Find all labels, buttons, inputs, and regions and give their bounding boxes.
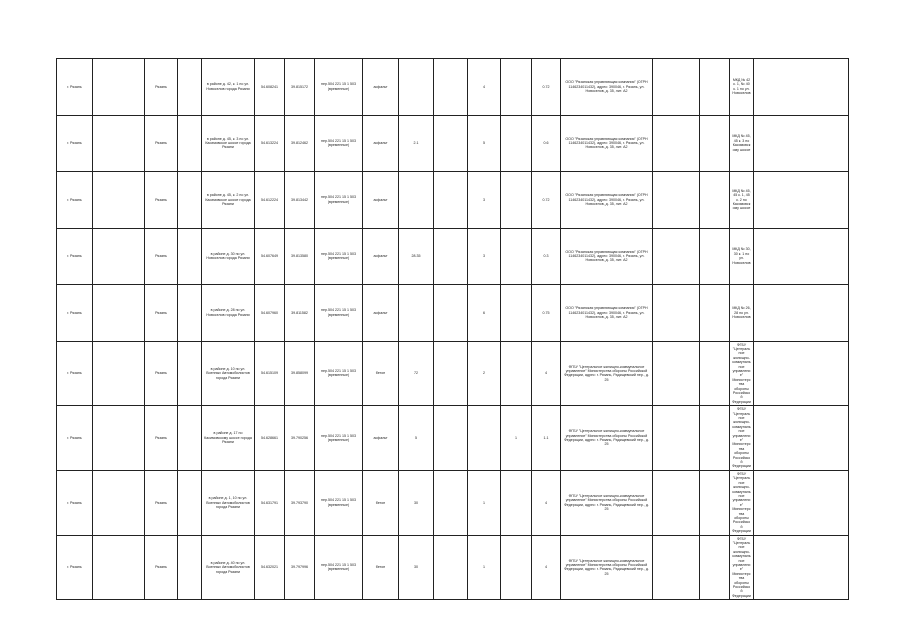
empty-cell <box>700 172 730 229</box>
empty-cell <box>93 406 145 471</box>
empty-cell <box>434 59 468 116</box>
address-cell: в районе д. 30 по ул. Новоселов города Рязани <box>202 228 255 285</box>
sources-cell: ФГБУ "Центральное жилищно-коммунальное управление" Министерства обороны Российской Федерации <box>730 406 754 471</box>
volume-cell: 0.3 <box>532 228 561 285</box>
owner-cell: ФГБУ "Центральное жилищно-коммунальное управление" Министерства обороны Российской Федерации, адрес: г. Рязань, Радищевский пер., д. 25 <box>561 406 653 471</box>
empty-cell <box>754 228 849 285</box>
containers-cell: 1 <box>468 470 501 535</box>
empty-cell <box>700 115 730 172</box>
area-cell <box>399 285 434 342</box>
locality-cell: г. Рязань <box>57 285 93 342</box>
empty-cell <box>93 285 145 342</box>
volume-cell: 4 <box>532 470 561 535</box>
empty-cell <box>434 285 468 342</box>
longitude-cell: 39.793790 <box>285 470 315 535</box>
longitude-cell: 39.813580 <box>285 228 315 285</box>
address-cell: в районе д. 40 по ул. Военных Автомобилистов города Рязани <box>202 535 255 600</box>
surface-cell: асфальт <box>363 172 399 229</box>
locality-cell: г. Рязань <box>57 172 93 229</box>
table-row <box>57 228 849 285</box>
locality-cell: г. Рязань <box>57 59 93 116</box>
locality-cell: г. Рязань <box>57 341 93 406</box>
empty-cell <box>178 285 202 342</box>
bins-cell: 1 <box>501 406 532 471</box>
area-code-cell: пер.504 221 15 1 503 (временные) <box>315 59 363 116</box>
address-cell: в районе д. 45, к. 3 по ул. Касимовское шоссе города Рязани <box>202 115 255 172</box>
locality-cell: г. Рязань <box>57 115 93 172</box>
table-row <box>57 59 849 116</box>
area-code-cell: пер.504 221 15 1 503 (временные) <box>315 470 363 535</box>
area-cell <box>399 59 434 116</box>
empty-cell <box>178 470 202 535</box>
volume-cell: 0.75 <box>532 285 561 342</box>
empty-cell <box>700 535 730 600</box>
address-cell: в районе д. 17 по Касимовскому шоссе города Рязани <box>202 406 255 471</box>
empty-cell <box>754 535 849 600</box>
area-code-cell: пер.504 221 15 1 503 (временные) <box>315 535 363 600</box>
empty-cell <box>178 172 202 229</box>
empty-cell <box>434 228 468 285</box>
area-cell: 30 <box>399 535 434 600</box>
empty-cell <box>653 172 700 229</box>
surface-cell: асфальт <box>363 59 399 116</box>
empty-cell <box>93 228 145 285</box>
municipality-cell: Рязань <box>145 535 178 600</box>
latitude-cell: 54.607960 <box>255 285 285 342</box>
sources-cell: МКД № 45, 45 к. 3 по Касимовскому шоссе <box>730 115 754 172</box>
address-cell: в районе д. 42, к. 1 по ул. Новоселов города Рязани <box>202 59 255 116</box>
area-cell <box>399 172 434 229</box>
table-row <box>57 172 849 229</box>
empty-cell <box>178 228 202 285</box>
surface-cell: асфальт <box>363 406 399 471</box>
bins-cell <box>501 59 532 116</box>
empty-cell <box>434 535 468 600</box>
volume-cell: 4 <box>532 341 561 406</box>
longitude-cell: 39.858099 <box>285 341 315 406</box>
empty-cell <box>178 406 202 471</box>
area-cell: 30 <box>399 470 434 535</box>
empty-cell <box>700 341 730 406</box>
municipality-cell: Рязань <box>145 470 178 535</box>
volume-cell: 4 <box>532 535 561 600</box>
municipality-cell: Рязань <box>145 341 178 406</box>
sources-cell: МКД № 26, 28 по ул. Новоселов <box>730 285 754 342</box>
municipality-cell: Рязань <box>145 59 178 116</box>
volume-cell: 1.1 <box>532 406 561 471</box>
latitude-cell: 54.632021 <box>255 535 285 600</box>
sources-cell: ФГБУ "Центральное жилищно-коммунальное управление" Министерства обороны Российской Федерации <box>730 535 754 600</box>
empty-cell <box>700 228 730 285</box>
latitude-cell: 54.628661 <box>255 406 285 471</box>
bins-cell <box>501 228 532 285</box>
empty-cell <box>434 172 468 229</box>
containers-cell: 6 <box>468 285 501 342</box>
empty-cell <box>178 341 202 406</box>
bins-cell <box>501 285 532 342</box>
longitude-cell: 39.812462 <box>285 115 315 172</box>
municipality-cell: Рязань <box>145 406 178 471</box>
address-cell: в районе д. 28 по ул. Новоселов города Рязани <box>202 285 255 342</box>
empty-cell <box>700 470 730 535</box>
containers-cell: 5 <box>468 115 501 172</box>
address-cell: в районе д. 1, 10 по ул. Военных Автомобилистов города Рязани <box>202 470 255 535</box>
owner-cell: ФГБУ "Центральное жилищно-коммунальное управление" Министерства обороны Российской Федерации, адрес: г. Рязань, Радищевский пер., д. 25 <box>561 341 653 406</box>
area-code-cell: пер.504 221 15 1 503 (временные) <box>315 285 363 342</box>
empty-cell <box>434 115 468 172</box>
latitude-cell: 54.613224 <box>255 115 285 172</box>
volume-cell: 0.72 <box>532 59 561 116</box>
empty-cell <box>754 115 849 172</box>
containers-cell: 1 <box>468 535 501 600</box>
empty-cell <box>700 285 730 342</box>
area-code-cell: пер.504 221 15 1 503 (временные) <box>315 172 363 229</box>
area-cell: 2.1 <box>399 115 434 172</box>
containers-cell: 3 <box>468 172 501 229</box>
empty-cell <box>700 59 730 116</box>
table-row <box>57 535 849 600</box>
empty-cell <box>653 115 700 172</box>
empty-cell <box>754 406 849 471</box>
area-code-cell: пер.504 221 15 1 503 (временные) <box>315 228 363 285</box>
municipality-cell: Рязань <box>145 285 178 342</box>
volume-cell: 0.6 <box>532 115 561 172</box>
bins-cell <box>501 470 532 535</box>
bins-cell <box>501 535 532 600</box>
sources-cell: МКД № 45, 45 к. 1, 45 к. 2 по Касимовскому шоссе <box>730 172 754 229</box>
containers-cell: 4 <box>468 59 501 116</box>
sources-cell: МКД № 30, 30 к. 1 по ул. Новоселов <box>730 228 754 285</box>
empty-cell <box>93 535 145 600</box>
longitude-cell: 39.811582 <box>285 285 315 342</box>
empty-cell <box>93 172 145 229</box>
empty-cell <box>754 470 849 535</box>
owner-cell: ООО "Рязанская управляющая компания" (ОГРН 1146234011432), адрес: 390046, г. Рязань, ул. Новоселов, д. 35, лит. А2 <box>561 285 653 342</box>
owner-cell: ООО "Рязанская управляющая компания" (ОГРН 1146234011432), адрес: 390046, г. Рязань, ул. Новоселов, д. 35, лит. А2 <box>561 228 653 285</box>
bins-cell <box>501 172 532 229</box>
locality-cell: г. Рязань <box>57 470 93 535</box>
area-cell: 72 <box>399 341 434 406</box>
owner-cell: ООО "Рязанская управляющая компания" (ОГРН 1146234011432), адрес: 390046, г. Рязань, ул. Новоселов, д. 35, лит. А2 <box>561 59 653 116</box>
table-row <box>57 285 849 342</box>
empty-cell <box>653 59 700 116</box>
containers-cell: 2 <box>468 341 501 406</box>
bins-cell <box>501 341 532 406</box>
table-row <box>57 341 849 406</box>
empty-cell <box>178 535 202 600</box>
sources-cell: ФГБУ "Центральное жилищно-коммунальное управление" Министерства обороны Российской Федерации <box>730 341 754 406</box>
empty-cell <box>754 172 849 229</box>
municipality-cell: Рязань <box>145 115 178 172</box>
owner-cell: ФГБУ "Центральное жилищно-коммунальное управление" Министерства обороны Российской Федерации, адрес: г. Рязань, Радищевский пер., д. 25 <box>561 535 653 600</box>
area-code-cell: пер.504 221 15 1 503 (временные) <box>315 406 363 471</box>
sources-cell: МКД № 42 к. 1, № 40 к. 1 по ул. Новоселов <box>730 59 754 116</box>
empty-cell <box>434 406 468 471</box>
latitude-cell: 54.608241 <box>255 59 285 116</box>
longitude-cell: 39.790256 <box>285 406 315 471</box>
longitude-cell: 39.797996 <box>285 535 315 600</box>
surface-cell: асфальт <box>363 115 399 172</box>
longitude-cell: 39.813442 <box>285 172 315 229</box>
empty-cell <box>653 228 700 285</box>
table-row <box>57 406 849 471</box>
municipality-cell: Рязань <box>145 172 178 229</box>
surface-cell: асфальт <box>363 228 399 285</box>
empty-cell <box>93 341 145 406</box>
empty-cell <box>653 535 700 600</box>
owner-cell: ООО "Рязанская управляющая компания" (ОГРН 1146234011432), адрес: 390046, г. Рязань, ул. Новоселов, д. 35, лит. А2 <box>561 172 653 229</box>
bins-cell <box>501 115 532 172</box>
latitude-cell: 54.607649 <box>255 228 285 285</box>
sources-cell: ФГБУ "Центральное жилищно-коммунальное управление" Министерства обороны Российской Федерации <box>730 470 754 535</box>
containers-cell <box>468 406 501 471</box>
locality-cell: г. Рязань <box>57 535 93 600</box>
area-cell: 28.35 <box>399 228 434 285</box>
empty-cell <box>653 470 700 535</box>
empty-cell <box>754 59 849 116</box>
surface-cell: бетон <box>363 535 399 600</box>
empty-cell <box>434 470 468 535</box>
longitude-cell: 39.815172 <box>285 59 315 116</box>
latitude-cell: 54.615109 <box>255 341 285 406</box>
latitude-cell: 54.612224 <box>255 172 285 229</box>
empty-cell <box>653 341 700 406</box>
empty-cell <box>93 115 145 172</box>
area-cell: 5 <box>399 406 434 471</box>
volume-cell: 0.72 <box>532 172 561 229</box>
table-row <box>57 115 849 172</box>
register-sheet <box>56 58 848 598</box>
containers-cell: 3 <box>468 228 501 285</box>
empty-cell <box>178 115 202 172</box>
area-code-cell: пер.504 221 15 1 503 (временные) <box>315 115 363 172</box>
address-cell: в районе д. 10 по ул. Военных Автомобилистов города Рязани <box>202 341 255 406</box>
empty-cell <box>700 406 730 471</box>
empty-cell <box>93 470 145 535</box>
latitude-cell: 54.631791 <box>255 470 285 535</box>
address-cell: в районе д. 45, к. 2 по ул. Касимовское шоссе города Рязани <box>202 172 255 229</box>
surface-cell: асфальт <box>363 285 399 342</box>
register-table <box>56 58 849 600</box>
locality-cell: г. Рязань <box>57 228 93 285</box>
locality-cell: г. Рязань <box>57 406 93 471</box>
municipality-cell: Рязань <box>145 228 178 285</box>
area-code-cell: пер.504 221 15 1 503 (временные) <box>315 341 363 406</box>
owner-cell: ФГБУ "Центральное жилищно-коммунальное управление" Министерства обороны Российской Федерации, адрес: г. Рязань, Радищевский пер., д. 25 <box>561 470 653 535</box>
empty-cell <box>653 406 700 471</box>
table-row <box>57 470 849 535</box>
empty-cell <box>754 285 849 342</box>
empty-cell <box>178 59 202 116</box>
surface-cell: бетон <box>363 341 399 406</box>
empty-cell <box>434 341 468 406</box>
owner-cell: ООО "Рязанская управляющая компания" (ОГРН 1146234011432), адрес: 390046, г. Рязань, ул. Новоселов, д. 35, лит. А2 <box>561 115 653 172</box>
empty-cell <box>93 59 145 116</box>
empty-cell <box>653 285 700 342</box>
surface-cell: бетон <box>363 470 399 535</box>
empty-cell <box>754 341 849 406</box>
